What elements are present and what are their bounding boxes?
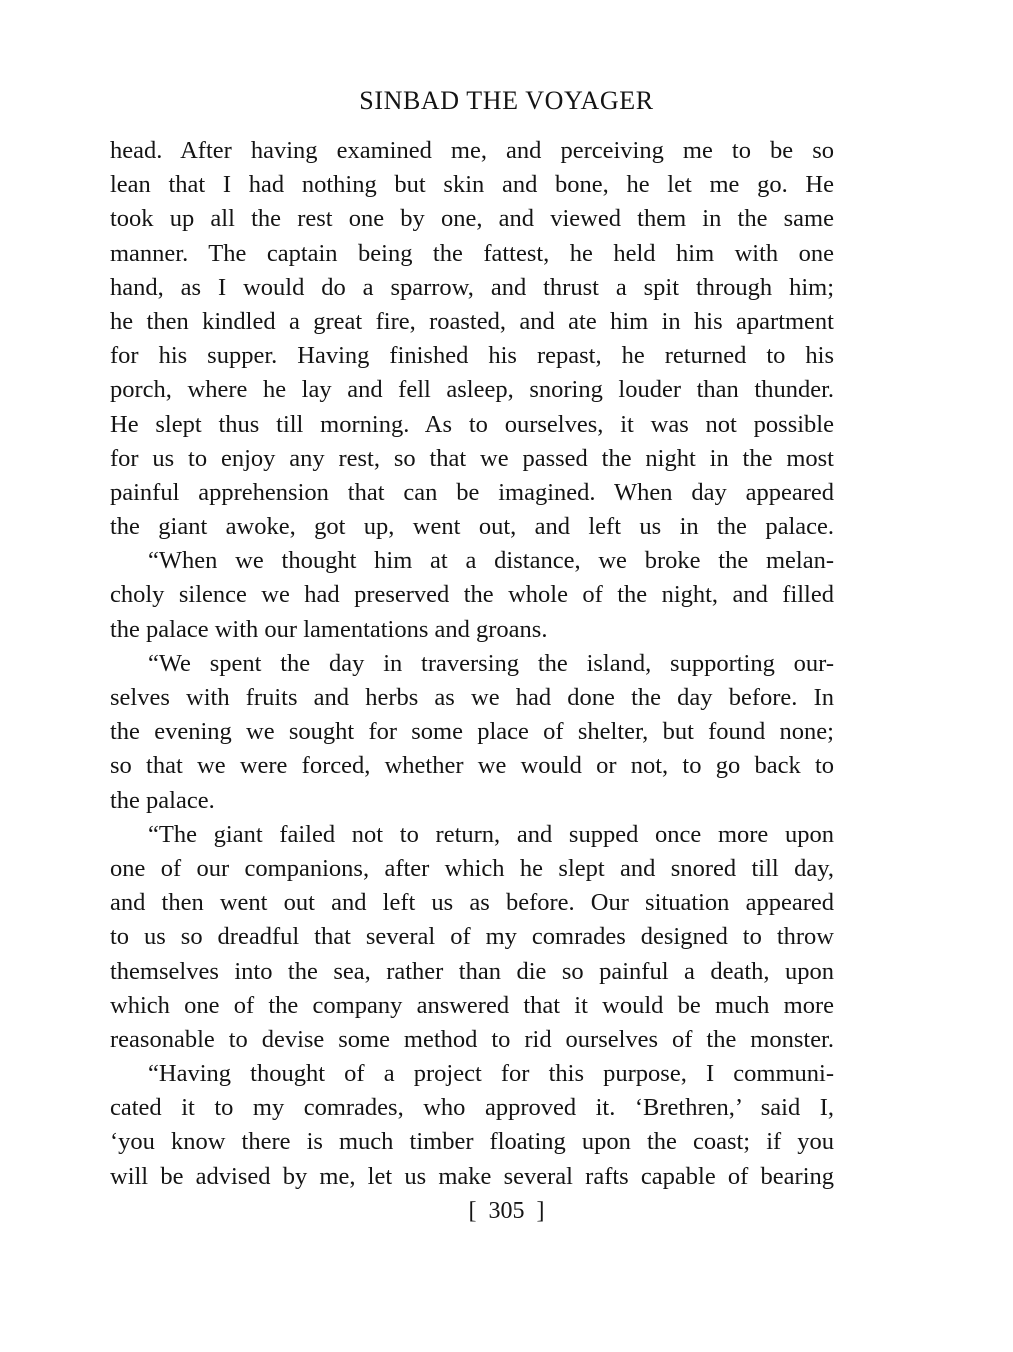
text-line: reasonable to devise some method to rid ourselves of the monster. <box>110 1025 834 1053</box>
paragraph <box>110 134 834 544</box>
text-line: “The giant failed not to return, and supped once more upon <box>148 820 834 848</box>
text-line: ‘you know there is much timber floating upon the coast; if you <box>110 1128 834 1156</box>
paragraph <box>110 544 834 647</box>
text-line: themselves into the sea, rather than die so painful a death, upon <box>110 957 834 985</box>
text-line: He slept thus till morning. As to ourselves, it was not possible <box>110 410 834 438</box>
text-line: painful apprehension that can be imagined. When day appeared <box>110 478 834 506</box>
text-line: lean that I had nothing but skin and bone, he let me go. He <box>110 171 834 199</box>
text-line: manner. The captain being the fattest, he held him with one <box>110 239 834 267</box>
text-line: he then kindled a great fire, roasted, and ate him in his apartment <box>110 307 834 335</box>
text-line: will be advised by me, let us make several rafts capable of bearing <box>110 1162 834 1190</box>
text-line: the evening we sought for some place of shelter, but found none; <box>110 718 834 746</box>
text-line: the giant awoke, got up, went out, and left us in the palace. <box>110 513 834 541</box>
body-text <box>110 134 834 1194</box>
text-line: took up all the rest one by one, and viewed them in the same <box>110 205 834 233</box>
paragraph <box>110 647 834 818</box>
text-line: head. After having examined me, and perceiving me to be so <box>110 137 834 164</box>
text-line: “When we thought him at a distance, we broke the melan- <box>148 547 834 575</box>
text-line: so that we were forced, whether we would or not, to go back to <box>110 752 834 780</box>
text-line: porch, where he lay and fell asleep, snoring louder than thunder. <box>110 376 834 404</box>
text-line: one of our companions, after which he slept and snored till day, <box>110 854 834 882</box>
text-line: hand, as I would do a sparrow, and thrust a spit through him; <box>110 273 834 301</box>
paragraph <box>110 1057 834 1194</box>
running-head: SINBAD THE VOYAGER <box>359 86 654 115</box>
text-line: cated it to my comrades, who approved it. ‘Brethren,’ said I, <box>110 1094 834 1122</box>
text-line: which one of the company answered that it would be much more <box>110 991 834 1019</box>
text-line: the palace with our lamentations and groans. <box>110 615 548 643</box>
text-line: choly silence we had preserved the whole of the night, and filled <box>110 581 834 609</box>
paragraph <box>110 818 834 1057</box>
text-line: selves with fruits and herbs as we had done the day before. In <box>110 684 834 711</box>
text-line: “We spent the day in traversing the island, supporting our- <box>148 649 834 677</box>
text-line: for us to enjoy any rest, so that we passed the night in the most <box>110 444 834 472</box>
text-line: the palace. <box>110 786 215 814</box>
text-line: for his supper. Having finished his repast, he returned to his <box>110 342 834 370</box>
text-line: and then went out and left us as before. Our situation appeared <box>110 889 834 917</box>
text-line: “Having thought of a project for this purpose, I communi- <box>148 1060 834 1088</box>
text-line: to us so dreadful that several of my comrades designed to throw <box>110 923 834 951</box>
page-number: [ 305 ] <box>468 1198 545 1224</box>
